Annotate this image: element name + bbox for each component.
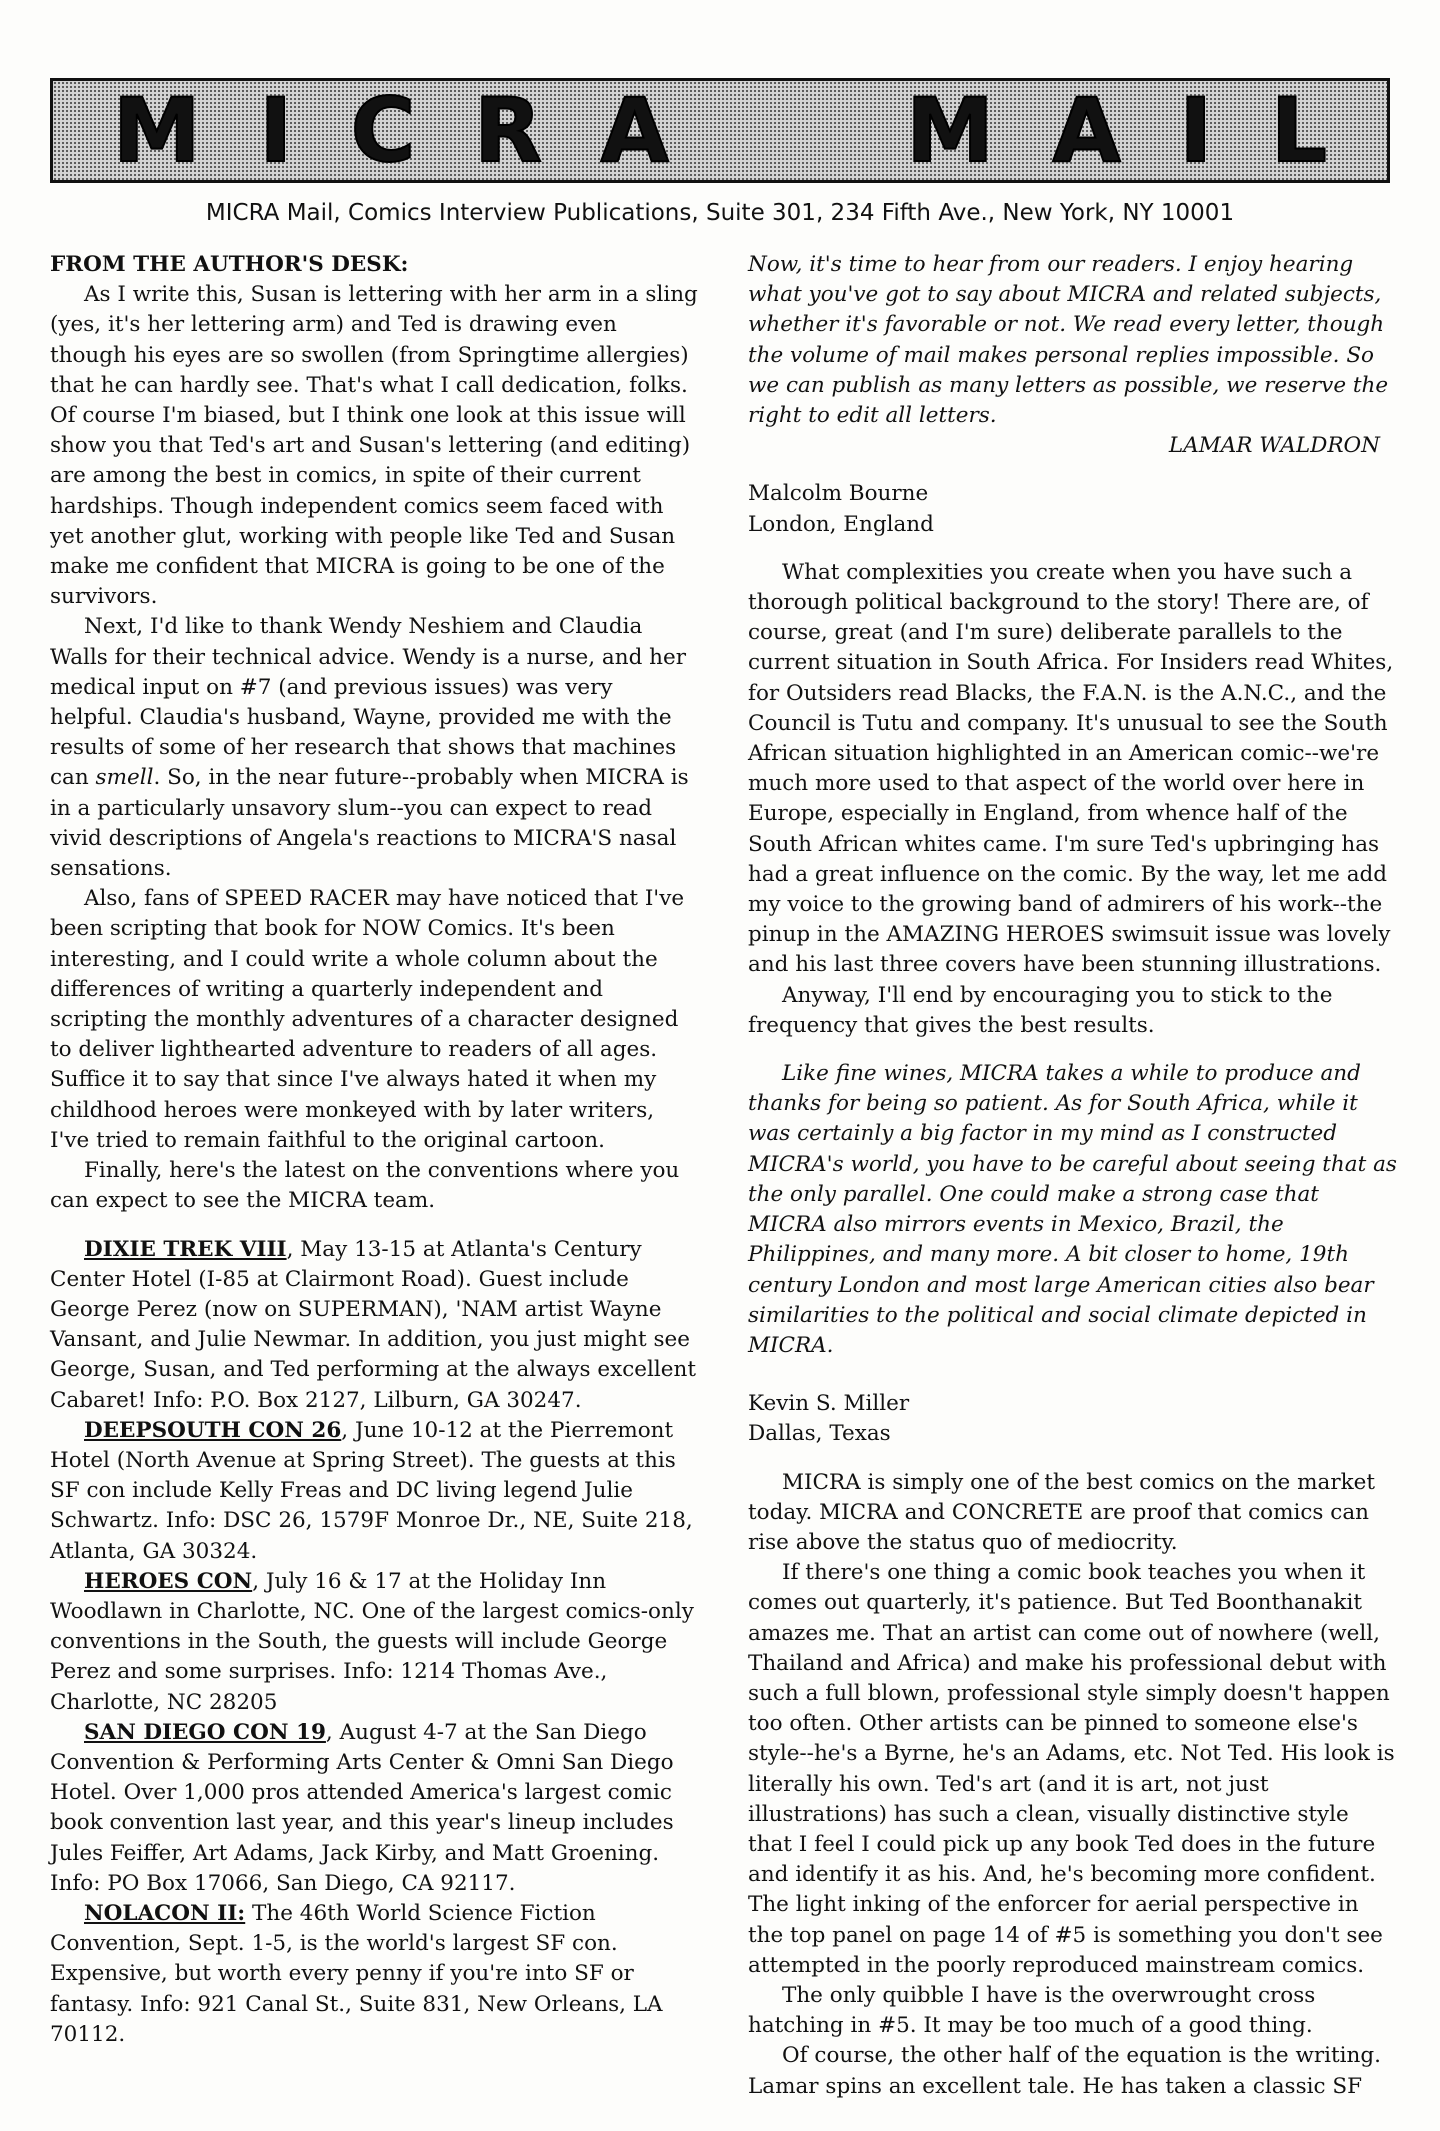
paragraph-text: Next, I'd like to thank Wendy Neshiem and Claudia Walls for their technical advice. Wendy is a nurse, and her medical input on #7 (and previous issues) was very helpful. Claudia's husband, Wayne, provided me with the results of some of her research that shows that machines can	[50, 614, 687, 791]
emphasis: smell	[95, 765, 154, 791]
letter-paragraph: The only quibble I have is the overwrought cross hatching in #5. It may be too much of a good thing.	[748, 1982, 1316, 2039]
spacer	[748, 540, 1398, 558]
paragraph: Finally, here's the latest on the conventions where you can expect to see the MICRA team.	[50, 1158, 680, 1214]
banner-letter: M	[113, 78, 201, 182]
banner-letter: A	[600, 78, 669, 182]
left-column	[50, 250, 700, 2050]
convention-name: DIXIE TREK VIII	[84, 1236, 287, 1262]
paragraph-text: . So, in the near future--probably when MICRA is in a particularly unsavory slum--you can expect to read vivid descriptions of Angela's reactions to MICRA'S nasal sensations.	[50, 765, 689, 882]
spacer	[748, 1041, 1398, 1059]
banner-letter: I	[259, 78, 293, 182]
editor-signature: LAMAR WALDRON	[1168, 433, 1380, 459]
banner-letter: L	[1270, 78, 1327, 182]
letter-author-location: London, England	[748, 511, 934, 537]
convention-details: , July 16 & 17 at the Holiday Inn Woodlawn in Charlotte, NC. One of the largest comics-only conventions in the South, the guests will include George Perez and some surprises. Info: 1214 Thomas Ave., Charlotte, NC 28205	[50, 1568, 694, 1715]
convention-details: , August 4-7 at the San Diego Convention & Performing Arts Center & Omni San Diego Hotel. Over 1,000 pros attended America's largest comic book convention last year, and this year's lineup includes Jules Feiffer, Art Adams, Jack Kirby, and Matt Groening. Info: PO Box 17066, San Diego, CA 92117.	[50, 1719, 674, 1896]
banner-letter: M	[906, 78, 994, 182]
spacer	[748, 1361, 1398, 1389]
convention-name: DEEPSOUTH CON 26	[84, 1417, 342, 1443]
paragraph: Also, fans of SPEED RACER may have noticed that I've been scripting that book for NOW Comics. It's been interesting, and I could write a whole column about the differences of writing a quarterly independent and scripting the monthly adventures of a character designed to deliver lighthearted adventure to readers of all ages. Suffice it to say that since I've always hated it when my childhood heroes were monkeyed with by later writers, I've tried to remain faithful to the original cartoon.	[50, 886, 685, 1153]
convention-details: The 46th World Science Fiction Convention, Sept. 1-5, is the world's largest SF con. Expensive, but worth every penny if you're into SF or fantasy. Info: 921 Canal St., Suite 831, New Orleans, LA 70112.	[50, 1900, 663, 2047]
section-heading: FROM THE AUTHOR'S DESK:	[50, 252, 409, 277]
banner-letter: R	[474, 78, 542, 182]
letter-paragraph: If there's one thing a comic book teaches you when it comes out quarterly, it's patience. But Ted Boonthanakit amazes me. That an artist can come out of nowhere (well, Thailand and Africa) and make his professional debut with such a full blown, professional style simply doesn't happen too often. Other artists can be pinned to someone else's style--he's a Byrne, he's an Adams, etc. Not Ted. His look is literally his own. Ted's art (and it is art, not just illustrations) has such a clean, visually distinctive style that I feel I could pick up any book Ted does in the future and identify it as his. And, he's becoming more confident. The light inking of the enforcer for aerial perspective in the top panel on page 14 of #5 is something you don't see attempted in the poorly reproduced mainstream comics.	[748, 1560, 1395, 1978]
mailing-address: MICRA Mail, Comics Interview Publications, Suite 301, 234 Fifth Ave., New York, NY 10001	[205, 200, 1235, 226]
banner-letter: I	[1179, 78, 1213, 182]
letter-paragraph: MICRA is simply one of the best comics on the market today. MICRA and CONCRETE are proof that comics can rise above the status quo of mediocrity.	[748, 1469, 1375, 1555]
convention-entry	[50, 1718, 700, 1899]
convention-details: , June 10-12 at the Pierremont Hotel (North Avenue at Spring Street). The guests at this SF con include Kelly Freas and DC living legend Julie Schwartz. Info: DSC 26, 1579F Monroe Dr., NE, Suite 218, Atlanta, GA 30324.	[50, 1417, 693, 1564]
paragraph	[50, 612, 700, 884]
convention-details: , May 13-15 at Atlanta's Century Center Hotel (I-85 at Clairmont Road). Guest include George Perez (now on SUPERMAN), 'NAM artist Wayne Vansant, and Julie Newmar. In addition, you just might see George, Susan, and Ted performing at the always excellent Cabaret! Info: P.O. Box 2127, Lilburn, GA 30247.	[50, 1236, 696, 1413]
letter-author-name: Malcolm Bourne	[748, 481, 929, 507]
masthead-banner	[50, 78, 1390, 183]
convention-entry	[50, 1235, 700, 1416]
spacer	[50, 1217, 700, 1235]
banner-letter: A	[1052, 78, 1121, 182]
convention-name: HEROES CON	[84, 1568, 253, 1594]
letter-author-name: Kevin S. Miller	[748, 1391, 910, 1417]
paragraph: As I write this, Susan is lettering with her arm in a sling (yes, it's her lettering arm) and Ted is drawing even though his eyes are so swollen (from Springtime allergies) that he can hardly see. That's what I call dedication, folks. Of course I'm biased, but I think one look at this issue will show you that Ted's art and Susan's lettering (and editing) are among the best in comics, in spite of their current hardships. Though independent comics seem faced with yet another glut, working with people like Ted and Susan make me confident that MICRA is going to be one of the survivors.	[50, 282, 698, 610]
convention-name: NOLACON II:	[84, 1900, 246, 1926]
letter-author-location: Dallas, Texas	[748, 1421, 891, 1447]
convention-entry	[50, 1899, 700, 2050]
letter-paragraph: What complexities you create when you have such a thorough political background to the story! There are, of course, great (and I'm sure) deliberate parallels to the current situation in South Africa. For Insiders read Whites, for Outsiders read Blacks, the F.A.N. is the A.N.C., and the Council is Tutu and company. It's unusual to see the South African situation highlighted in an American comic--we're much more used to that aspect of the world over here in Europe, especially in England, from whence half of the South African whites came. I'm sure Ted's upbringing has had a great influence on the comic. By the way, let me add my voice to the growing band of admirers of his work--the pinup in the AMAZING HEROES swimsuit issue was lovely and his last three covers have been stunning illustrations.	[748, 559, 1394, 978]
convention-entry	[50, 1416, 700, 1567]
banner-letter: C	[350, 78, 416, 182]
right-column	[748, 250, 1398, 2102]
editor-intro: Now, it's time to hear from our readers. I enjoy hearing what you've got to say about MICRA and related subjects, whether it's favorable or not. We read every letter, though the volume of mail makes personal replies impossible. So we can publish as many letters as possible, we reserve the right to edit all letters.	[748, 252, 1389, 429]
convention-entry	[50, 1567, 700, 1718]
letter-paragraph: Of course, the other half of the equation is the writing. Lamar spins an excellent tale. He has taken a classic SF	[748, 2043, 1381, 2099]
convention-name: SAN DIEGO CON 19	[84, 1719, 326, 1745]
spacer	[748, 1450, 1398, 1468]
letter-paragraph: Anyway, I'll end by encouraging you to stick to the frequency that gives the best results.	[748, 982, 1333, 1038]
spacer	[748, 461, 1398, 479]
editor-reply: Like fine wines, MICRA takes a while to produce and thanks for being so patient. As for South Africa, while it was certainly a big factor in my mind as I constructed MICRA's world, you have to be careful about seeing that as the only parallel. One could make a strong case that MICRA also mirrors events in Mexico, Brazil, the Philippines, and many more. A bit closer to home, 19th century London and most large American cities also bear similarities to the political and social climate depicted in MICRA.	[748, 1061, 1397, 1358]
